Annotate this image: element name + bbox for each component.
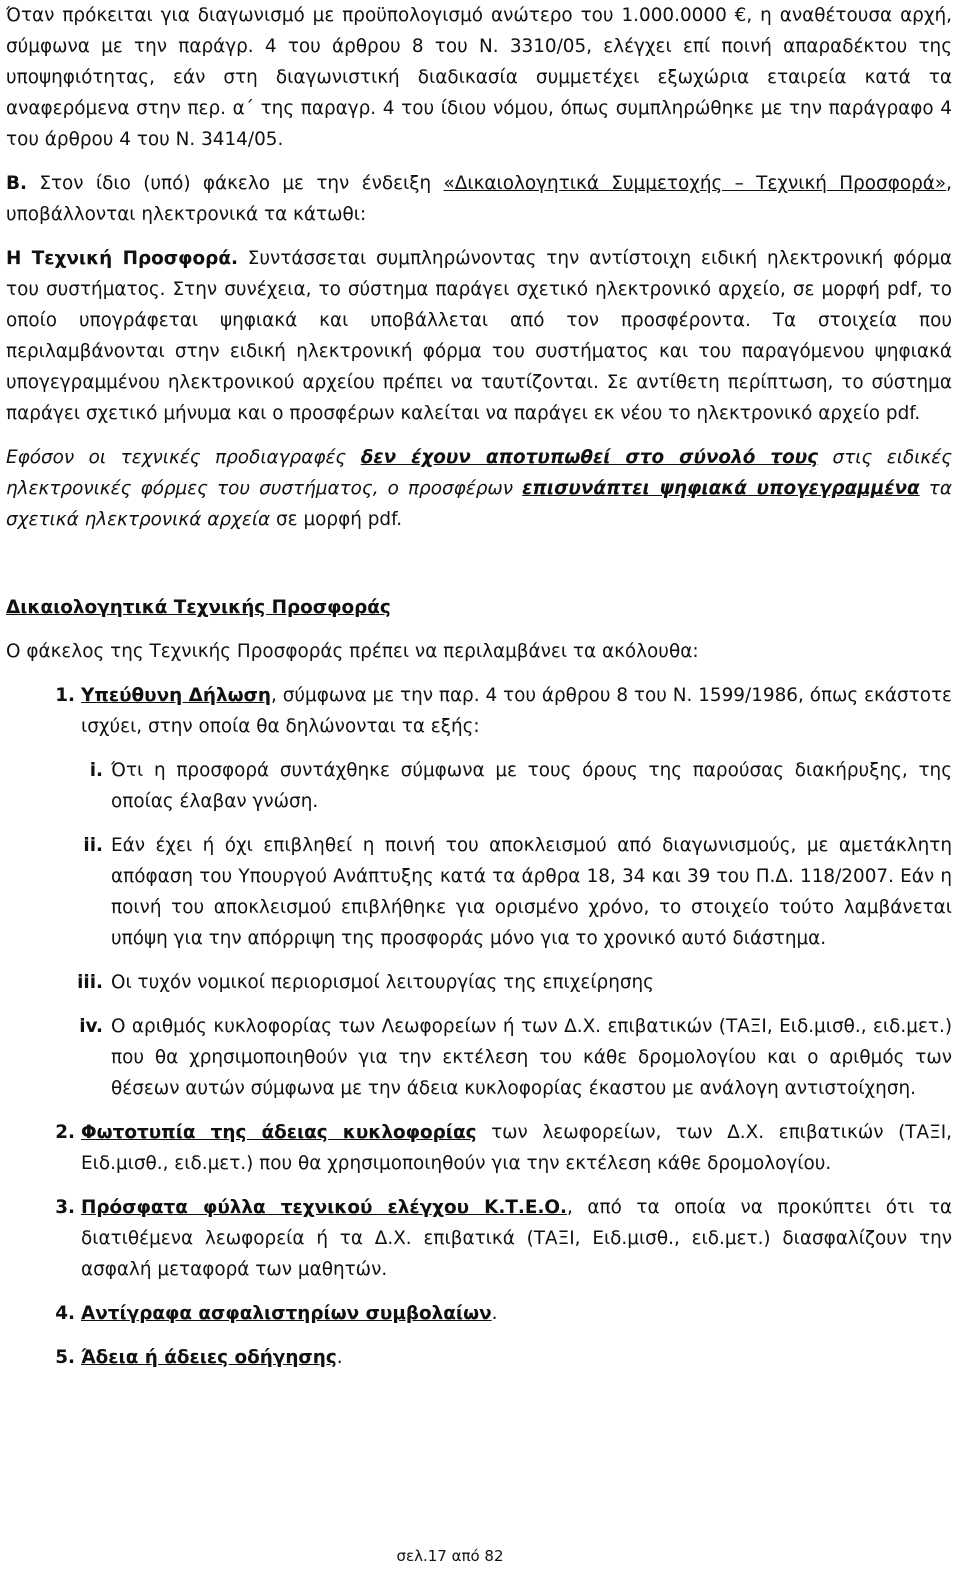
sub-item-text: Ο αριθμός κυκλοφορίας των Λεωφορείων ή των Δ.Χ. επιβατικών (ΤΑΞΙ, Ειδ.μισθ., ειδ.μετ.) που θα χρησιμοποιηθούν για την εκτέλεση του κάθε δρομολογίου και ο αριθμός των θέσεων αυτών σύμφωνα με την άδεια κυκλοφορίας έκαστου με ανάλογη αντιστοίχηση. bbox=[111, 1016, 952, 1099]
list-item-text: , σύμφωνα με την παρ. 4 του άρθρου 8 του Ν. 1599/1986, όπως εκάστοτε ισχύει, στην οποία θα δηλώνονται τα εξής: bbox=[81, 685, 952, 737]
sub-item-ii bbox=[6, 830, 952, 954]
list-item-1 bbox=[6, 680, 952, 742]
specs-note-t3: στις ειδικές ηλεκτρονικές φόρμες του συστήματος, ο προσφέρων bbox=[6, 447, 952, 499]
list-item-number: 2. bbox=[55, 1122, 75, 1143]
list-item-title: Πρόσφατα φύλλα τεχνικού ελέγχου Κ.Τ.Ε.Ο. bbox=[81, 1197, 568, 1218]
docs-intro: Ο φάκελος της Τεχνικής Προσφοράς πρέπει να περιλαμβάνει τα ακόλουθα: bbox=[6, 641, 699, 662]
list-item-title: Αντίγραφα ασφαλιστηρίων συμβολαίων bbox=[81, 1303, 492, 1324]
tech-offer-heading: Η Τεχνική Προσφορά. bbox=[6, 248, 238, 269]
section-b-label: Β. bbox=[6, 173, 28, 194]
list-item-title: Υπεύθυνη Δήλωση bbox=[81, 685, 271, 706]
tech-offer-body: Συντάσσεται συμπληρώνοντας την αντίστοιχη ειδική ηλεκτρονική φόρμα του συστήματος. Στην συνέχεια, το σύστημα παράγει σχετικό ηλεκτρονικό αρχείο, σε μορφή pdf, το οποίο υπογράφεται ψηφιακά και υποβάλλεται από τον προσφέροντα. Τα στοιχεία που περιλαμβάνονται στην ειδική ηλεκτρονική φόρμα του συστήματος και του παραγόμενου ψηφιακά υπογεγραμμένου ηλεκτρονικού αρχείου πρέπει να ταυτίζονται. Σε αντίθετη περίπτωση, το σύστημα παράγει σχετικό μήνυμα και ο προσφέρων καλείται να παράγει εκ νέου το ηλεκτρονικό αρχείο pdf. bbox=[6, 248, 952, 424]
list-item-number: 1. bbox=[55, 685, 75, 706]
list-item-title: Άδεια ή άδειες οδήγησης bbox=[81, 1347, 337, 1368]
section-b-folder-name: «Δικαιολογητικά Συμμετοχής – Τεχνική Προσφορά» bbox=[443, 173, 947, 194]
list-item-text: . bbox=[491, 1303, 498, 1324]
sub-item-number: iv. bbox=[79, 1016, 103, 1037]
specs-note-t2: δεν έχουν αποτυπωθεί στο σύνολό τους bbox=[360, 447, 819, 468]
sub-item-number: ii. bbox=[83, 835, 103, 856]
sub-item-number: i. bbox=[89, 760, 103, 781]
list-item-text: , από τα οποία να προκύπτει ότι τα διατιθέμενα λεωφορεία ή τα Δ.Χ. επιβατικά (ΤΑΞΙ, Ειδ.μισθ., ειδ.μετ.) διασφαλίζουν την ασφαλή μεταφορά των μαθητών. bbox=[81, 1197, 952, 1280]
specs-note-t5: τα σχετικά ηλεκτρονικά αρχεία bbox=[6, 478, 952, 530]
page-footer: σελ.17 από 82 bbox=[396, 1547, 504, 1565]
list-item-text: . bbox=[336, 1347, 343, 1368]
list-item-3 bbox=[6, 1192, 952, 1285]
section-b-text-after: , υποβάλλονται ηλεκτρονικά τα κάτωθι: bbox=[6, 173, 952, 225]
sub-item-text: Εάν έχει ή όχι επιβληθεί η ποινή του αποκλεισμού από διαγωνισμούς, με αμετάκλητη απόφαση του Υπουργού Ανάπτυξης κατά τα άρθρα 18, 34 και 39 του Π.Δ. 118/2007. Εάν η ποινή του αποκλεισμού επιβλήθηκε για ορισμένο χρόνο, το στοιχείο τούτο λαμβάνεται υπόψη για την απόρριψη της προσφοράς μόνο για το χρονικό αυτό διάστημα. bbox=[111, 835, 952, 949]
list-item-number: 5. bbox=[55, 1347, 75, 1368]
specs-note-t4: επισυνάπτει ψηφιακά υπογεγραμμένα bbox=[522, 478, 920, 499]
list-item-title: Φωτοτυπία της άδειας κυκλοφορίας bbox=[81, 1122, 477, 1143]
list-item-5 bbox=[6, 1342, 952, 1373]
sub-item-iii bbox=[6, 967, 952, 998]
list-item-number: 4. bbox=[55, 1303, 75, 1324]
list-item-text: των λεωφορείων, των Δ.Χ. επιβατικών (ΤΑΞΙ, Ειδ.μισθ., ειδ.μετ.) που θα χρησιμοποιηθούν για την εκτέλεση κάθε δρομολογίου. bbox=[81, 1122, 952, 1174]
section-b-paragraph bbox=[6, 168, 952, 230]
sub-item-text: Ότι η προσφορά συντάχθηκε σύμφωνα με τους όρους της παρούσας διακήρυξης, της οποίας έλαβαν γνώση. bbox=[111, 760, 952, 812]
sub-item-iv bbox=[6, 1011, 952, 1104]
sub-item-i bbox=[6, 755, 952, 817]
list-item-4 bbox=[6, 1298, 952, 1329]
list-item-2 bbox=[6, 1117, 952, 1179]
list-item-number: 3. bbox=[55, 1197, 75, 1218]
specs-note-paragraph bbox=[6, 442, 952, 535]
intro-paragraph: Όταν πρόκειται για διαγωνισμό με προϋπολογισμό ανώτερο του 1.000.0000 €, η αναθέτουσα αρχή, σύμφωνα με την παράγρ. 4 του άρθρου 8 του Ν. 3310/05, ελέγχει επί ποινή απαραδέκτου της υποψηφιότητας, εάν στη διαγωνιστική διαδικασία συμμετέχει εξωχώρια εταιρεία κατά τα αναφερόμενα στην περ. α΄ της παραγρ. 4 του ίδιου νόμου, όπως συμπληρώθηκε με την παράγραφο 4 του άρθρου 4 του Ν. 3414/05. bbox=[6, 5, 952, 150]
specs-note-t6: σε μορφή pdf. bbox=[270, 509, 403, 530]
sub-item-number: iii. bbox=[77, 972, 103, 993]
docs-heading: Δικαιολογητικά Τεχνικής Προσφοράς bbox=[6, 597, 391, 618]
sub-item-text: Οι τυχόν νομικοί περιορισμοί λειτουργίας της επιχείρησης bbox=[111, 972, 654, 993]
tech-offer-paragraph bbox=[6, 243, 952, 429]
specs-note-t1: Εφόσον οι τεχνικές προδιαγραφές bbox=[6, 447, 361, 468]
section-b-text-before: Στον ίδιο (υπό) φάκελο με την ένδειξη bbox=[27, 173, 444, 194]
